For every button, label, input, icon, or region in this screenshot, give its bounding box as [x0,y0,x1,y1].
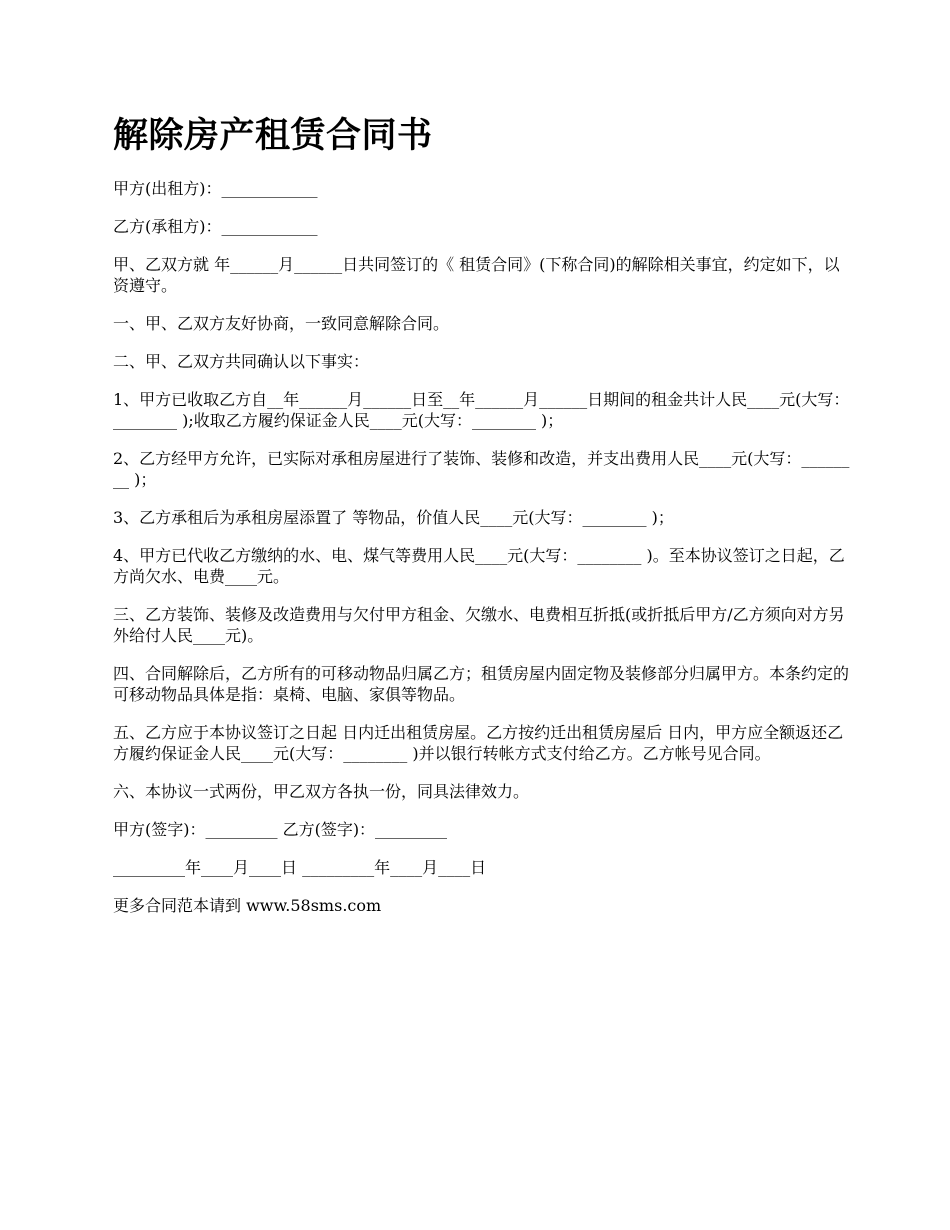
document-page [113,112,853,933]
clause-5: 五、乙方应于本协议签订之日起 日内迁出租赁房屋。乙方按约迁出租赁房屋后 日内，甲方应全额返还乙方履约保证金人民____元(大写：________ )并以银行转帐方式支付给乙方。乙方帐号见合同。 [113,723,844,763]
clause-3: 三、乙方装饰、装修及改造费用与欠付甲方租金、欠缴水、电费相互折抵(或折抵后甲方/乙方须向对方另外给付人民____元)。 [113,605,845,645]
footer-link-text: 更多合同范本请到 www.58sms.com [113,896,382,915]
clause-2: 二、甲、乙双方共同确认以下事实： [113,352,370,371]
clause-1: 一、甲、乙双方友好协商，一致同意解除合同。 [113,314,450,333]
clause-6: 六、本协议一式两份，甲乙双方各执一份，同具法律效力。 [113,782,530,801]
clause-2-item-2: 2、乙方经甲方允许，已实际对承租房屋进行了装饰、装修和改造，并支出费用人民____元(大写：________ )； [113,449,850,489]
date-line: _________年____月____日 _________年____月____日 [113,858,487,877]
clause-2-item-1: 1、甲方已收取乙方自__年______月______日至__年______月______日期间的租金共计人民____元(大写：________ );收取乙方履约保证金人民____元(大写：________ )； [113,390,850,430]
clause-4: 四、合同解除后，乙方所有的可移动物品归属乙方；租赁房屋内固定物及装修部分归属甲方。本条约定的可移动物品具体是指：桌椅、电脑、家俱等物品。 [113,664,850,704]
clause-2-item-3: 3、乙方承租后为承租房屋添置了 等物品，价值人民____元(大写：________ )； [113,508,674,527]
party-b-line: 乙方(承租方)：____________ [113,217,318,236]
clause-2-item-4: 4、甲方已代收乙方缴纳的水、电、煤气等费用人民____元(大写：________ )。至本协议签订之日起，乙方尚欠水、电费____元。 [113,546,845,586]
party-a-line: 甲方(出租方)：____________ [113,179,318,198]
document-title: 解除房产租赁合同书 [113,116,433,156]
preamble-paragraph: 甲、乙双方就 年______月______日共同签订的《 租赁合同》(下称合同)的解除相关事宜，约定如下，以资遵守。 [113,255,840,295]
signature-line: 甲方(签字)：_________ 乙方(签字)：_________ [113,820,448,839]
